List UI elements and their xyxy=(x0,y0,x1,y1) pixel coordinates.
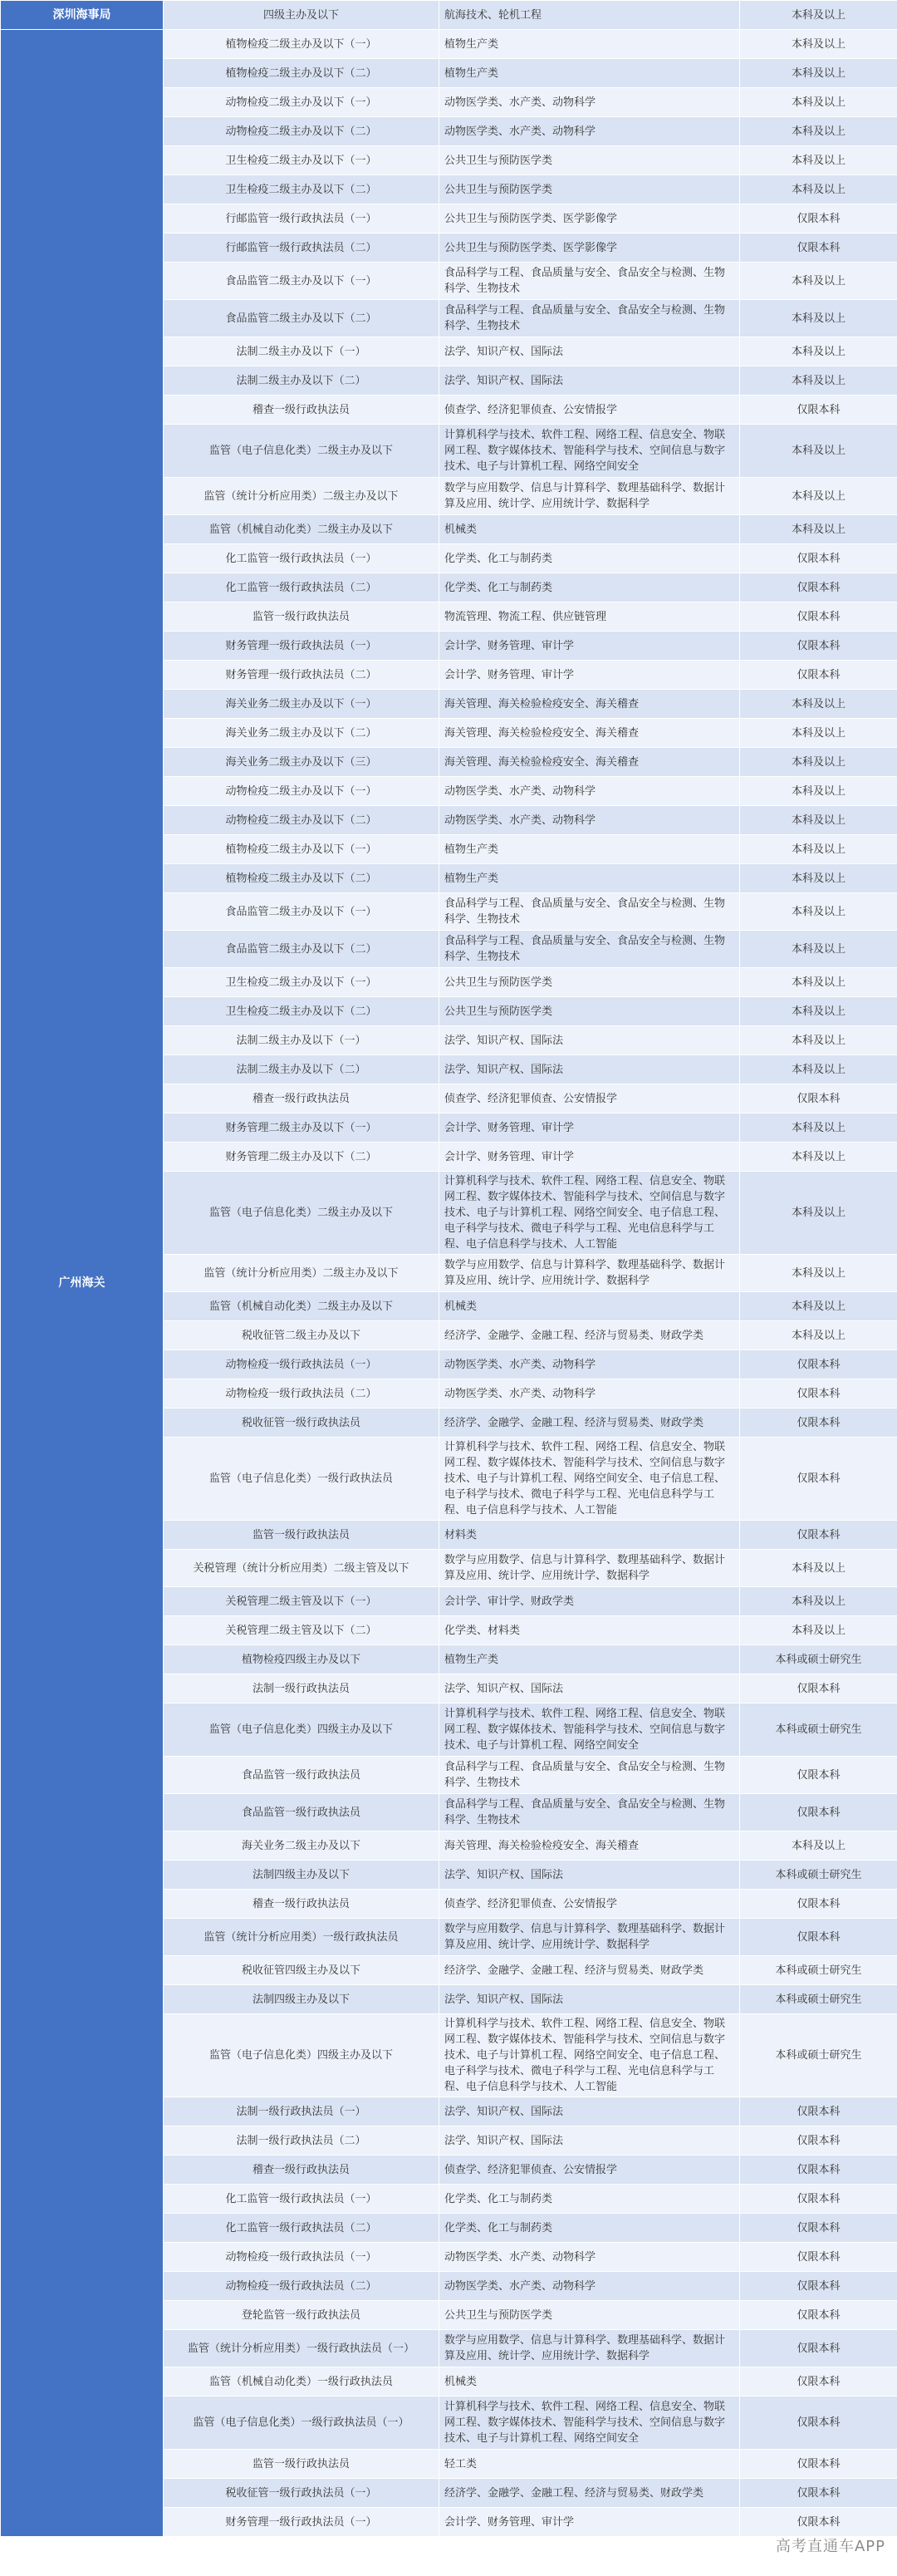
position-cell: 植物检疫二级主办及以下（二） xyxy=(164,59,439,88)
education-cell: 本科及以上 xyxy=(740,1172,897,1255)
position-cell: 监管一级行政执法员 xyxy=(164,2450,439,2479)
major-cell: 食品科学与工程、食品质量与安全、食品安全与检测、生物科学、生物技术 xyxy=(439,300,740,337)
position-cell: 食品监管二级主办及以下（一） xyxy=(164,893,439,931)
education-cell: 仅限本科 xyxy=(740,1408,897,1438)
position-cell: 动物检疫一级行政执法员（二） xyxy=(164,1379,439,1408)
major-cell: 化学类、化工与制药类 xyxy=(439,544,740,573)
position-cell: 化工监管一级行政执法员（一） xyxy=(164,2185,439,2214)
education-cell: 本科或硕士研究生 xyxy=(740,1645,897,1674)
major-cell: 动物医学类、水产类、动物科学 xyxy=(439,117,740,146)
position-cell: 财务管理一级行政执法员（一） xyxy=(164,2508,439,2537)
major-cell: 轻工类 xyxy=(439,2450,740,2479)
education-cell: 本科及以上 xyxy=(740,1255,897,1292)
education-cell: 仅限本科 xyxy=(740,2214,897,2243)
education-cell: 本科及以上 xyxy=(740,1292,897,1321)
position-cell: 关税管理（统计分析应用类）二级主管及以下 xyxy=(164,1550,439,1587)
major-cell: 机械类 xyxy=(439,515,740,544)
education-cell: 本科及以上 xyxy=(740,263,897,300)
education-cell: 仅限本科 xyxy=(740,2126,897,2156)
position-cell: 监管（电子信息化类）四级主办及以下 xyxy=(164,1703,439,1757)
position-cell: 化工监管一级行政执法员（一） xyxy=(164,544,439,573)
position-cell: 法制四级主办及以下 xyxy=(164,1985,439,2014)
position-cell: 监管（电子信息化类）一级行政执法员 xyxy=(164,1438,439,1521)
education-cell: 本科及以上 xyxy=(740,59,897,88)
position-cell: 食品监管一级行政执法员 xyxy=(164,1757,439,1794)
education-cell: 仅限本科 xyxy=(740,234,897,263)
education-cell: 本科或硕士研究生 xyxy=(740,1703,897,1757)
major-cell: 数学与应用数学、信息与计算科学、数理基础科学、数据计算及应用、统计学、应用统计学、数据科学 xyxy=(439,478,740,515)
education-cell: 本科及以上 xyxy=(740,1026,897,1055)
major-cell: 侦查学、经济犯罪侦查、公安情报学 xyxy=(439,2156,740,2185)
position-cell: 监管（统计分析应用类）二级主办及以下 xyxy=(164,1255,439,1292)
major-cell: 会计学、审计学、财政学类 xyxy=(439,1587,740,1616)
major-cell: 法学、知识产权、国际法 xyxy=(439,1055,740,1084)
education-cell: 仅限本科 xyxy=(740,2097,897,2126)
major-cell: 动物医学类、水产类、动物科学 xyxy=(439,1379,740,1408)
major-cell: 经济学、金融学、金融工程、经济与贸易类、财政学类 xyxy=(439,1956,740,1985)
major-cell: 侦查学、经济犯罪侦查、公安情报学 xyxy=(439,1084,740,1113)
major-cell: 海关管理、海关检验检疫安全、海关稽查 xyxy=(439,1831,740,1861)
education-cell: 仅限本科 xyxy=(740,1350,897,1379)
position-cell: 卫生检疫二级主办及以下（二） xyxy=(164,997,439,1026)
education-cell: 仅限本科 xyxy=(740,2508,897,2537)
major-cell: 会计学、财务管理、审计学 xyxy=(439,2508,740,2537)
position-cell: 财务管理二级主办及以下（一） xyxy=(164,1113,439,1143)
position-cell: 登轮监管一级行政执法员 xyxy=(164,2301,439,2330)
major-cell: 海关管理、海关检验检疫安全、海关稽查 xyxy=(439,690,740,719)
major-cell: 公共卫生与预防医学类、医学影像学 xyxy=(439,204,740,234)
education-cell: 仅限本科 xyxy=(740,2397,897,2450)
education-cell: 本科及以上 xyxy=(740,719,897,748)
position-cell: 四级主办及以下 xyxy=(164,1,439,30)
education-cell: 本科及以上 xyxy=(740,690,897,719)
position-cell: 法制二级主办及以下（一） xyxy=(164,337,439,366)
education-cell: 仅限本科 xyxy=(740,2185,897,2214)
position-cell: 动物检疫一级行政执法员（一） xyxy=(164,1350,439,1379)
table-row xyxy=(1,30,897,59)
position-cell: 监管（电子信息化类）二级主办及以下 xyxy=(164,425,439,478)
position-cell: 法制二级主办及以下（二） xyxy=(164,1055,439,1084)
position-cell: 监管（统计分析应用类）二级主办及以下 xyxy=(164,478,439,515)
education-cell: 仅限本科 xyxy=(740,2243,897,2272)
education-cell: 本科及以上 xyxy=(740,1550,897,1587)
position-cell: 稽查一级行政执法员 xyxy=(164,1890,439,1919)
education-cell: 仅限本科 xyxy=(740,1919,897,1956)
education-cell: 本科及以上 xyxy=(740,117,897,146)
education-cell: 仅限本科 xyxy=(740,2272,897,2301)
major-cell: 法学、知识产权、国际法 xyxy=(439,1861,740,1890)
position-cell: 动物检疫一级行政执法员（二） xyxy=(164,2272,439,2301)
education-cell: 本科及以上 xyxy=(740,997,897,1026)
position-cell: 化工监管一级行政执法员（二） xyxy=(164,2214,439,2243)
major-cell: 经济学、金融学、金融工程、经济与贸易类、财政学类 xyxy=(439,1321,740,1350)
position-cell: 财务管理一级行政执法员（一） xyxy=(164,632,439,661)
position-cell: 动物检疫二级主办及以下（一） xyxy=(164,777,439,806)
org-cell: 广州海关 xyxy=(1,30,164,2537)
major-cell: 计算机科学与技术、软件工程、网络工程、信息安全、物联网工程、数字媒体技术、智能科学与技术、空间信息与数字技术、电子与计算机工程、网络空间安全、电子信息工程、电子科学与技术、微电子科学与工程、光电信息科学与工程、电子信息科学与技术、人工智能 xyxy=(439,2014,740,2097)
major-cell: 法学、知识产权、国际法 xyxy=(439,1026,740,1055)
education-cell: 仅限本科 xyxy=(740,573,897,602)
position-cell: 动物检疫一级行政执法员（一） xyxy=(164,2243,439,2272)
position-cell: 税收征管一级行政执法员 xyxy=(164,1408,439,1438)
position-cell: 动物检疫二级主办及以下（二） xyxy=(164,806,439,835)
major-cell: 法学、知识产权、国际法 xyxy=(439,2097,740,2126)
position-cell: 卫生检疫二级主办及以下（一） xyxy=(164,146,439,175)
education-cell: 本科及以上 xyxy=(740,1587,897,1616)
major-cell: 会计学、财务管理、审计学 xyxy=(439,1143,740,1172)
position-cell: 财务管理二级主办及以下（二） xyxy=(164,1143,439,1172)
position-cell: 食品监管二级主办及以下（二） xyxy=(164,300,439,337)
education-cell: 本科及以上 xyxy=(740,478,897,515)
org-cell: 深圳海事局 xyxy=(1,1,164,30)
education-cell: 仅限本科 xyxy=(740,2156,897,2185)
position-cell: 行邮监管一级行政执法员（一） xyxy=(164,204,439,234)
education-cell: 仅限本科 xyxy=(740,632,897,661)
position-cell: 植物检疫二级主办及以下（二） xyxy=(164,864,439,893)
major-cell: 动物医学类、水产类、动物科学 xyxy=(439,777,740,806)
position-cell: 化工监管一级行政执法员（二） xyxy=(164,573,439,602)
education-cell: 仅限本科 xyxy=(740,1521,897,1550)
education-cell: 本科及以上 xyxy=(740,1616,897,1645)
major-cell: 动物医学类、水产类、动物科学 xyxy=(439,806,740,835)
position-cell: 植物检疫四级主办及以下 xyxy=(164,1645,439,1674)
education-cell: 本科或硕士研究生 xyxy=(740,2014,897,2097)
major-cell: 植物生产类 xyxy=(439,1645,740,1674)
position-cell: 稽查一级行政执法员 xyxy=(164,2156,439,2185)
major-cell: 法学、知识产权、国际法 xyxy=(439,337,740,366)
major-cell: 物流管理、物流工程、供应链管理 xyxy=(439,602,740,632)
major-cell: 数学与应用数学、信息与计算科学、数理基础科学、数据计算及应用、统计学、应用统计学、数据科学 xyxy=(439,2330,740,2367)
position-cell: 税收征管二级主办及以下 xyxy=(164,1321,439,1350)
major-cell: 食品科学与工程、食品质量与安全、食品安全与检测、生物科学、生物技术 xyxy=(439,893,740,931)
major-cell: 公共卫生与预防医学类 xyxy=(439,175,740,204)
education-cell: 仅限本科 xyxy=(740,2367,897,2397)
education-cell: 本科及以上 xyxy=(740,366,897,396)
education-cell: 本科或硕士研究生 xyxy=(740,1861,897,1890)
position-cell: 关税管理二级主管及以下（二） xyxy=(164,1616,439,1645)
position-cell: 税收征管四级主办及以下 xyxy=(164,1956,439,1985)
major-cell: 航海技术、轮机工程 xyxy=(439,1,740,30)
watermark: 高考直通车APP xyxy=(775,2538,885,2555)
position-cell: 监管（机械自动化类）二级主办及以下 xyxy=(164,1292,439,1321)
major-cell: 植物生产类 xyxy=(439,864,740,893)
education-cell: 本科及以上 xyxy=(740,425,897,478)
major-cell: 公共卫生与预防医学类 xyxy=(439,997,740,1026)
education-cell: 仅限本科 xyxy=(740,204,897,234)
education-cell: 本科及以上 xyxy=(740,30,897,59)
position-cell: 法制四级主办及以下 xyxy=(164,1861,439,1890)
education-cell: 本科及以上 xyxy=(740,1,897,30)
position-cell: 法制一级行政执法员（一） xyxy=(164,2097,439,2126)
education-cell: 仅限本科 xyxy=(740,2479,897,2508)
education-cell: 本科及以上 xyxy=(740,1143,897,1172)
position-cell: 海关业务二级主办及以下（三） xyxy=(164,748,439,777)
education-cell: 本科及以上 xyxy=(740,146,897,175)
position-cell: 监管（机械自动化类）二级主办及以下 xyxy=(164,515,439,544)
position-cell: 关税管理二级主管及以下（一） xyxy=(164,1587,439,1616)
position-cell: 稽查一级行政执法员 xyxy=(164,396,439,425)
education-cell: 本科及以上 xyxy=(740,337,897,366)
position-cell: 食品监管二级主办及以下（二） xyxy=(164,931,439,968)
position-cell: 监管（统计分析应用类）一级行政执法员 xyxy=(164,1919,439,1956)
major-cell: 海关管理、海关检验检疫安全、海关稽查 xyxy=(439,719,740,748)
position-cell: 监管（机械自动化类）一级行政执法员 xyxy=(164,2367,439,2397)
position-cell: 财务管理一级行政执法员（二） xyxy=(164,661,439,690)
major-cell: 侦查学、经济犯罪侦查、公安情报学 xyxy=(439,396,740,425)
education-cell: 本科及以上 xyxy=(740,968,897,997)
position-cell: 海关业务二级主办及以下（二） xyxy=(164,719,439,748)
major-cell: 动物医学类、水产类、动物科学 xyxy=(439,1350,740,1379)
major-cell: 计算机科学与技术、软件工程、网络工程、信息安全、物联网工程、数字媒体技术、智能科学与技术、空间信息与数字技术、电子与计算机工程、网络空间安全 xyxy=(439,2397,740,2450)
major-cell: 公共卫生与预防医学类 xyxy=(439,968,740,997)
education-cell: 本科及以上 xyxy=(740,864,897,893)
education-cell: 仅限本科 xyxy=(740,1438,897,1521)
position-cell: 稽查一级行政执法员 xyxy=(164,1084,439,1113)
education-cell: 仅限本科 xyxy=(740,2330,897,2367)
major-cell: 数学与应用数学、信息与计算科学、数理基础科学、数据计算及应用、统计学、应用统计学、数据科学 xyxy=(439,1255,740,1292)
position-cell: 植物检疫二级主办及以下（一） xyxy=(164,30,439,59)
major-cell: 计算机科学与技术、软件工程、网络工程、信息安全、物联网工程、数字媒体技术、智能科学与技术、空间信息与数字技术、电子与计算机工程、网络空间安全 xyxy=(439,425,740,478)
position-cell: 卫生检疫二级主办及以下（一） xyxy=(164,968,439,997)
position-cell: 监管（电子信息化类）四级主办及以下 xyxy=(164,2014,439,2097)
major-cell: 计算机科学与技术、软件工程、网络工程、信息安全、物联网工程、数字媒体技术、智能科学与技术、空间信息与数字技术、电子与计算机工程、网络空间安全 xyxy=(439,1703,740,1757)
major-cell: 公共卫生与预防医学类 xyxy=(439,2301,740,2330)
position-cell: 法制二级主办及以下（一） xyxy=(164,1026,439,1055)
major-cell: 食品科学与工程、食品质量与安全、食品安全与检测、生物科学、生物技术 xyxy=(439,263,740,300)
major-cell: 植物生产类 xyxy=(439,59,740,88)
education-cell: 仅限本科 xyxy=(740,602,897,632)
major-cell: 化学类、材料类 xyxy=(439,1616,740,1645)
major-cell: 食品科学与工程、食品质量与安全、食品安全与检测、生物科学、生物技术 xyxy=(439,1757,740,1794)
education-cell: 本科及以上 xyxy=(740,931,897,968)
position-cell: 海关业务二级主办及以下（一） xyxy=(164,690,439,719)
education-cell: 本科或硕士研究生 xyxy=(740,1985,897,2014)
major-cell: 法学、知识产权、国际法 xyxy=(439,1985,740,2014)
education-cell: 仅限本科 xyxy=(740,661,897,690)
major-cell: 法学、知识产权、国际法 xyxy=(439,2126,740,2156)
major-cell: 化学类、化工与制药类 xyxy=(439,2214,740,2243)
education-cell: 本科及以上 xyxy=(740,1831,897,1861)
education-cell: 本科及以上 xyxy=(740,175,897,204)
major-cell: 会计学、财务管理、审计学 xyxy=(439,632,740,661)
education-cell: 本科及以上 xyxy=(740,515,897,544)
education-cell: 仅限本科 xyxy=(740,396,897,425)
major-cell: 侦查学、经济犯罪侦查、公安情报学 xyxy=(439,1890,740,1919)
major-cell: 计算机科学与技术、软件工程、网络工程、信息安全、物联网工程、数字媒体技术、智能科学与技术、空间信息与数字技术、电子与计算机工程、网络空间安全、电子信息工程、电子科学与技术、微电子科学与工程、光电信息科学与工程、电子信息科学与技术、人工智能 xyxy=(439,1438,740,1521)
education-cell: 本科及以上 xyxy=(740,1113,897,1143)
position-cell: 法制一级行政执法员（二） xyxy=(164,2126,439,2156)
major-cell: 动物医学类、水产类、动物科学 xyxy=(439,88,740,117)
major-cell: 会计学、财务管理、审计学 xyxy=(439,1113,740,1143)
education-cell: 本科及以上 xyxy=(740,893,897,931)
education-cell: 仅限本科 xyxy=(740,1757,897,1794)
education-cell: 仅限本科 xyxy=(740,1674,897,1703)
position-cell: 监管一级行政执法员 xyxy=(164,1521,439,1550)
education-cell: 仅限本科 xyxy=(740,544,897,573)
major-cell: 植物生产类 xyxy=(439,30,740,59)
education-cell: 本科及以上 xyxy=(740,300,897,337)
position-cell: 法制一级行政执法员 xyxy=(164,1674,439,1703)
position-cell: 海关业务二级主办及以下 xyxy=(164,1831,439,1861)
position-cell: 监管一级行政执法员 xyxy=(164,602,439,632)
major-cell: 公共卫生与预防医学类 xyxy=(439,146,740,175)
major-cell: 会计学、财务管理、审计学 xyxy=(439,661,740,690)
major-cell: 植物生产类 xyxy=(439,835,740,864)
education-cell: 仅限本科 xyxy=(740,1379,897,1408)
education-cell: 本科及以上 xyxy=(740,1321,897,1350)
position-cell: 食品监管一级行政执法员 xyxy=(164,1794,439,1831)
major-cell: 食品科学与工程、食品质量与安全、食品安全与检测、生物科学、生物技术 xyxy=(439,931,740,968)
major-cell: 公共卫生与预防医学类、医学影像学 xyxy=(439,234,740,263)
position-cell: 监管（电子信息化类）一级行政执法员（一） xyxy=(164,2397,439,2450)
major-cell: 材料类 xyxy=(439,1521,740,1550)
major-cell: 计算机科学与技术、软件工程、网络工程、信息安全、物联网工程、数字媒体技术、智能科学与技术、空间信息与数字技术、电子与计算机工程、网络空间安全、电子信息工程、电子科学与技术、微电子科学与工程、光电信息科学与工程、电子信息科学与技术、人工智能 xyxy=(439,1172,740,1255)
major-cell: 经济学、金融学、金融工程、经济与贸易类、财政学类 xyxy=(439,2479,740,2508)
position-cell: 动物检疫二级主办及以下（一） xyxy=(164,88,439,117)
education-cell: 仅限本科 xyxy=(740,1794,897,1831)
position-cell: 植物检疫二级主办及以下（一） xyxy=(164,835,439,864)
major-cell: 数学与应用数学、信息与计算科学、数理基础科学、数据计算及应用、统计学、应用统计学、数据科学 xyxy=(439,1919,740,1956)
position-cell: 卫生检疫二级主办及以下（二） xyxy=(164,175,439,204)
education-cell: 本科及以上 xyxy=(740,806,897,835)
education-cell: 本科及以上 xyxy=(740,835,897,864)
education-cell: 本科及以上 xyxy=(740,1055,897,1084)
position-cell: 监管（统计分析应用类）一级行政执法员（一） xyxy=(164,2330,439,2367)
major-cell: 食品科学与工程、食品质量与安全、食品安全与检测、生物科学、生物技术 xyxy=(439,1794,740,1831)
education-cell: 仅限本科 xyxy=(740,2450,897,2479)
education-cell: 仅限本科 xyxy=(740,1890,897,1919)
education-cell: 本科或硕士研究生 xyxy=(740,1956,897,1985)
major-cell: 机械类 xyxy=(439,2367,740,2397)
major-cell: 动物医学类、水产类、动物科学 xyxy=(439,2272,740,2301)
table-row xyxy=(1,1,897,30)
position-cell: 行邮监管一级行政执法员（二） xyxy=(164,234,439,263)
major-cell: 化学类、化工与制药类 xyxy=(439,2185,740,2214)
position-cell: 监管（电子信息化类）二级主办及以下 xyxy=(164,1172,439,1255)
major-cell: 海关管理、海关检验检疫安全、海关稽查 xyxy=(439,748,740,777)
major-cell: 法学、知识产权、国际法 xyxy=(439,366,740,396)
education-cell: 本科及以上 xyxy=(740,777,897,806)
education-cell: 仅限本科 xyxy=(740,1084,897,1113)
position-cell: 动物检疫二级主办及以下（二） xyxy=(164,117,439,146)
major-cell: 法学、知识产权、国际法 xyxy=(439,1674,740,1703)
major-cell: 经济学、金融学、金融工程、经济与贸易类、财政学类 xyxy=(439,1408,740,1438)
major-cell: 动物医学类、水产类、动物科学 xyxy=(439,2243,740,2272)
major-cell: 机械类 xyxy=(439,1292,740,1321)
position-cell: 食品监管二级主办及以下（一） xyxy=(164,263,439,300)
position-cell: 法制二级主办及以下（二） xyxy=(164,366,439,396)
major-cell: 化学类、化工与制药类 xyxy=(439,573,740,602)
position-cell: 税收征管一级行政执法员（一） xyxy=(164,2479,439,2508)
major-cell: 数学与应用数学、信息与计算科学、数理基础科学、数据计算及应用、统计学、应用统计学、数据科学 xyxy=(439,1550,740,1587)
education-cell: 本科及以上 xyxy=(740,748,897,777)
education-cell: 仅限本科 xyxy=(740,2301,897,2330)
education-cell: 本科及以上 xyxy=(740,88,897,117)
